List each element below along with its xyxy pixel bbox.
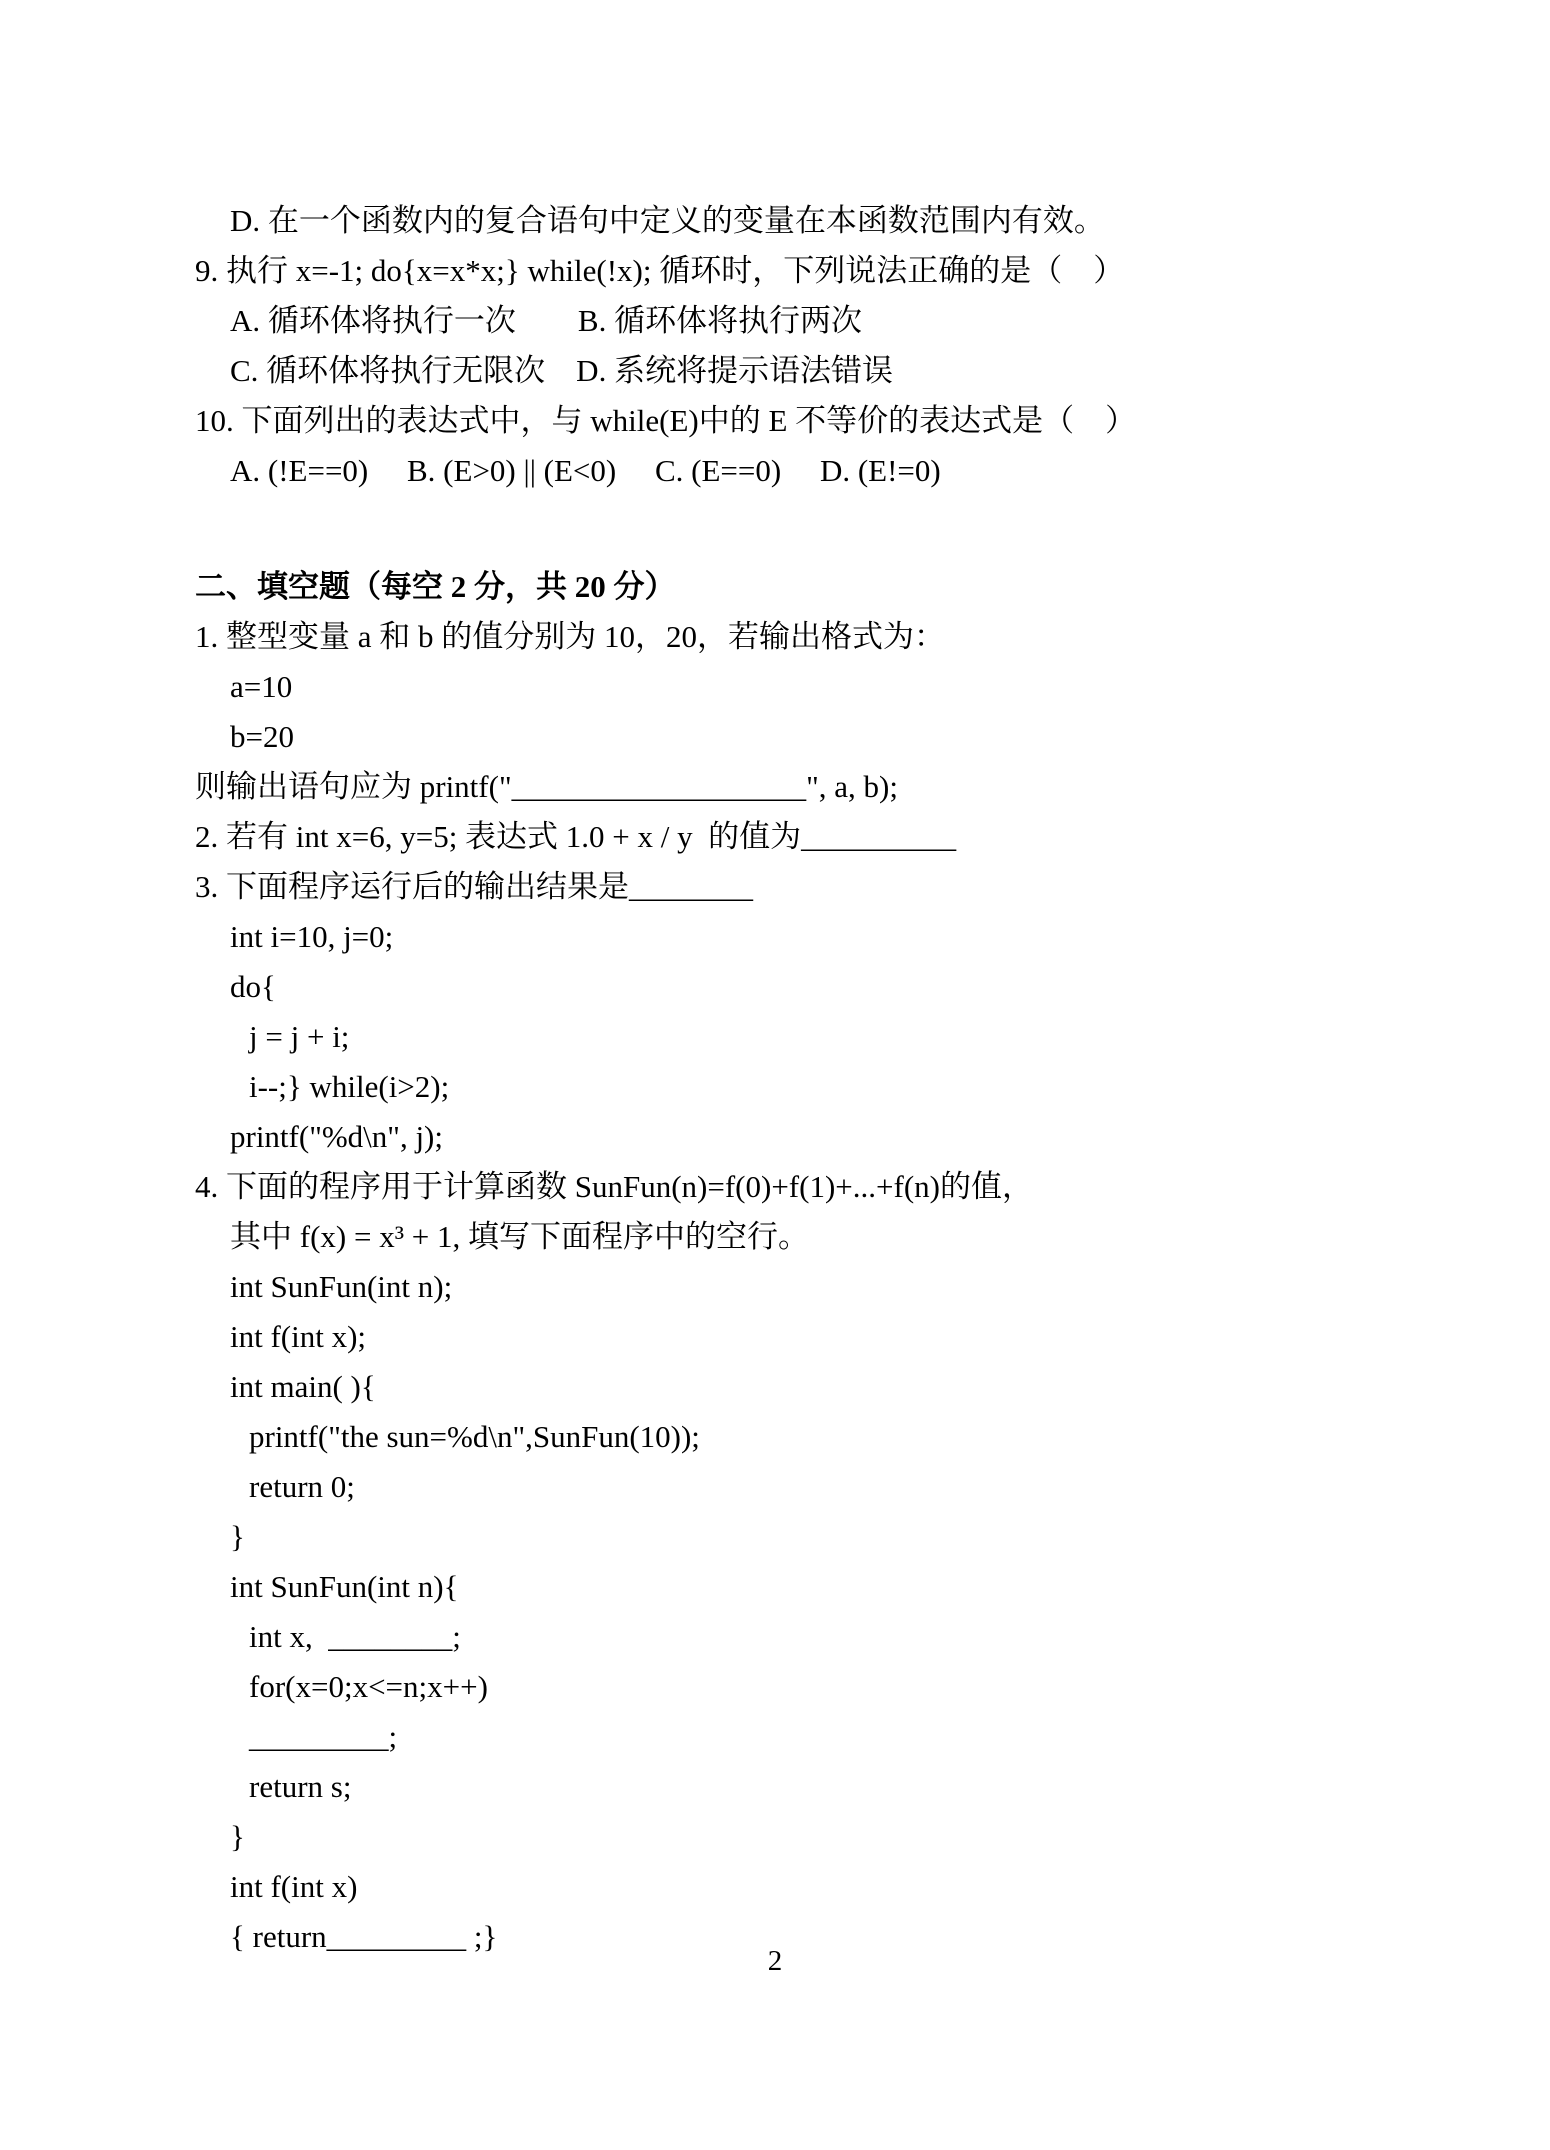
fill1-output-line-a: a=10 [230,669,293,704]
fill3-code-int: int i=10, j=0; [230,919,394,954]
fill2-stem: 2. 若有 int x=6, y=5; 表达式 1.0 + x / y 的值为__________ [195,819,957,854]
page-number: 2 [767,1945,783,1977]
fill4-stem: 4. 下面的程序用于计算函数 SunFun(n)=f(0)+f(1)+...+f(n)的值， [195,1169,1033,1204]
q9-options-a-b: A. 循环体将执行一次 B. 循环体将执行两次 [230,303,863,338]
fill1-printf-blank: 则输出语句应为 printf("___________________", a, b); [195,769,898,804]
fill1-stem: 1. 整型变量 a 和 b 的值分别为 10，20，若输出格式为： [195,619,946,654]
fill4-stem-line2: 其中 f(x) = x³ + 1, 填写下面程序中的空行。 [230,1219,809,1254]
q9-stem: 9. 执行 x=-1; do{x=x*x;} while(!x); 循环时，下列说法正确的是（ ） [195,253,1125,288]
q8-option-d: D. 在一个函数内的复合语句中定义的变量在本函数范围内有效。 [230,203,1105,238]
fill4-proto-sunfun: int SunFun(int n); [230,1269,453,1304]
fill3-code-while: i--;} while(i>2); [249,1069,450,1104]
fill3-code-do: do{ [230,969,276,1004]
q10-stem: 10. 下面列出的表达式中，与 while(E)中的 E 不等价的表达式是（ ） [195,403,1137,438]
fill1-output-line-b: b=20 [230,719,294,754]
q9-options-c-d: C. 循环体将执行无限次 D. 系统将提示语法错误 [230,353,894,388]
fill3-code-assign: j = j + i; [249,1019,350,1054]
fill3-code-printf: printf("%d\n", j); [230,1119,443,1154]
fill4-main-open: int main( ){ [230,1369,376,1404]
section-heading: 二、填空题（每空 2 分，共 20 分） [195,569,676,604]
fill4-sunfun-open: int SunFun(int n){ [230,1569,459,1604]
fill4-f-return-blank: { return_________ ;} [230,1919,498,1954]
fill4-main-close: } [230,1519,245,1554]
fill4-main-printf: printf("the sun=%d\n",SunFun(10)); [249,1419,700,1454]
fill4-sunfun-return: return s; [249,1769,352,1804]
fill4-proto-f: int f(int x); [230,1319,367,1354]
q10-options: A. (!E==0) B. (E>0) || (E<0) C. (E==0) D. (E!=0) [230,453,941,488]
fill4-sunfun-body-blank: _________; [249,1719,398,1754]
fill4-f-header: int f(int x) [230,1869,358,1904]
fill4-sunfun-close: } [230,1819,245,1854]
fill4-main-return: return 0; [249,1469,355,1504]
fill4-sunfun-for: for(x=0;x<=n;x++) [249,1669,488,1704]
fill4-sunfun-decl-blank: int x, ________; [249,1619,461,1654]
fill3-stem: 3. 下面程序运行后的输出结果是________ [195,869,753,904]
exam-body [0,196,1550,1962]
